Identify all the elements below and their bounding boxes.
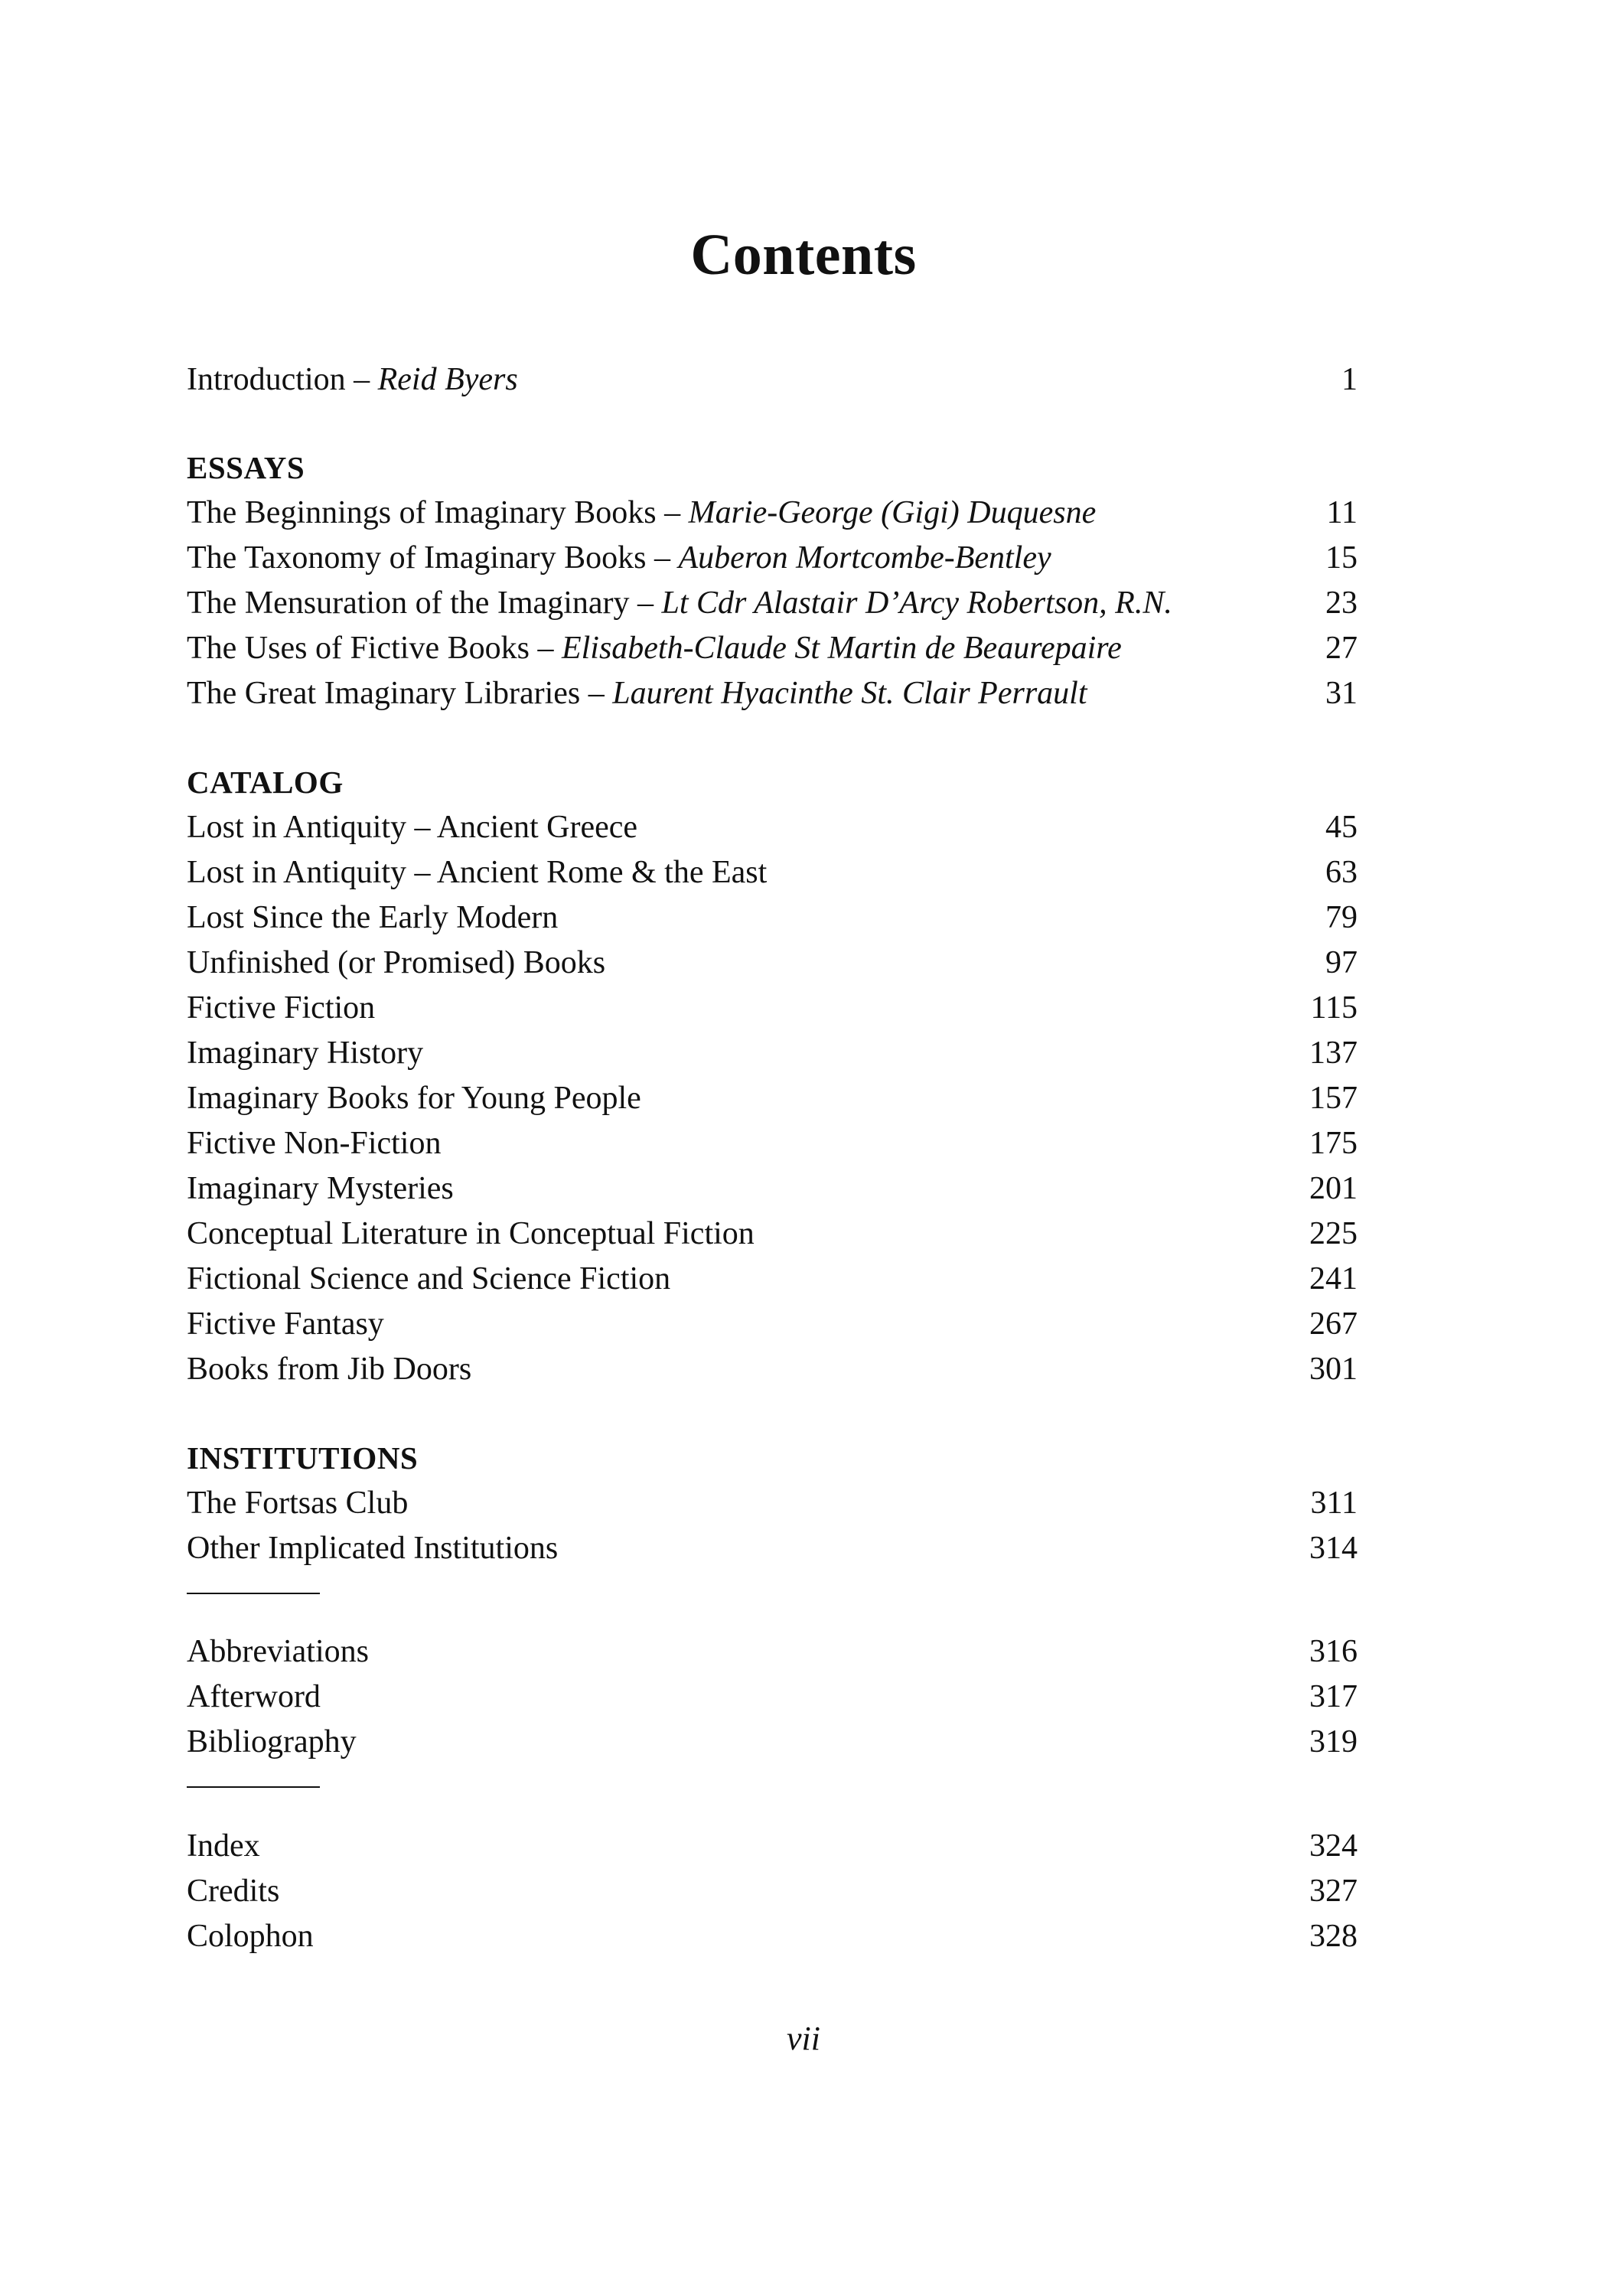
entry-title: Colophon: [187, 1919, 314, 1954]
entry-title: Lost in Antiquity – Ancient Rome & the East: [187, 855, 768, 890]
entry-separator: –: [629, 585, 662, 621]
entry-page-number: 79: [1325, 900, 1358, 935]
entry-title: The Mensuration of the Imaginary: [187, 585, 630, 621]
toc-entry[interactable]: [187, 1526, 1358, 1571]
entry-page-number: 1: [1341, 362, 1358, 397]
entry-title: Conceptual Literature in Conceptual Fiction: [187, 1216, 755, 1251]
entry-page-number: 23: [1325, 585, 1358, 621]
entry-page-number: 328: [1309, 1919, 1358, 1954]
toc-entry[interactable]: [187, 671, 1358, 716]
toc-entry[interactable]: [187, 1257, 1358, 1302]
entry-title: Fictive Non-Fiction: [187, 1126, 442, 1161]
entry-title: Introduction: [187, 362, 346, 397]
entry-separator: –: [529, 631, 562, 666]
entry-separator: –: [345, 362, 378, 397]
entry-page-number: 175: [1309, 1126, 1358, 1161]
entry-title: Bibliography: [187, 1724, 357, 1760]
toc-entry[interactable]: [187, 581, 1358, 626]
entry-label: [187, 491, 1096, 536]
toc-entry[interactable]: [187, 1481, 1358, 1526]
entry-author: Laurent Hyacinthe St. Clair Perrault: [612, 676, 1087, 711]
entry-page-number: 225: [1309, 1216, 1358, 1251]
page-folio: vii: [787, 2020, 820, 2057]
entry-author: Elisabeth-Claude St Martin de Beaurepaire: [561, 631, 1122, 666]
entry-page-number: 201: [1309, 1171, 1358, 1206]
toc-entry[interactable]: [187, 536, 1358, 581]
entry-title: Imaginary History: [187, 1035, 424, 1071]
toc-entry[interactable]: [187, 626, 1358, 671]
entry-label: [187, 671, 1087, 716]
entry-page-number: 324: [1309, 1828, 1358, 1864]
entry-title: The Taxonomy of Imaginary Books: [187, 540, 647, 576]
entry-title: The Uses of Fictive Books: [187, 631, 530, 666]
entry-author: Auberon Mortcombe-Bentley: [678, 540, 1051, 576]
toc-entry[interactable]: [187, 491, 1358, 536]
entry-page-number: 319: [1309, 1724, 1358, 1760]
entry-page-number: 115: [1310, 990, 1358, 1026]
entry-separator: –: [646, 540, 679, 576]
entry-title: Fictive Fantasy: [187, 1306, 384, 1342]
entry-page-number: 97: [1325, 945, 1358, 980]
toc-entry[interactable]: [187, 941, 1358, 986]
toc-entry[interactable]: [187, 1824, 1358, 1869]
entry-page-number: 11: [1326, 495, 1358, 530]
entry-page-number: 31: [1325, 676, 1358, 711]
toc-entry[interactable]: [187, 1720, 1358, 1765]
entry-title: Lost in Antiquity – Ancient Greece: [187, 810, 638, 845]
entry-page-number: 327: [1309, 1874, 1358, 1909]
toc-entry[interactable]: [187, 1076, 1358, 1121]
toc-entry[interactable]: [187, 1629, 1358, 1675]
toc-entry[interactable]: [187, 1347, 1358, 1392]
section-heading-institutions: INSTITUTIONS: [187, 1440, 419, 1476]
entry-author: Marie-George (Gigi) Duquesne: [688, 495, 1097, 530]
entry-label: [187, 536, 1051, 581]
entry-label: [187, 626, 1122, 671]
page-title: Contents: [690, 223, 917, 287]
entry-page-number: 301: [1309, 1352, 1358, 1387]
toc-entry[interactable]: [187, 1302, 1358, 1347]
entry-title: Credits: [187, 1874, 280, 1909]
entry-title: The Beginnings of Imaginary Books: [187, 495, 657, 530]
entry-page-number: 27: [1325, 631, 1358, 666]
entry-page-number: 317: [1309, 1679, 1358, 1714]
entry-title: Fictional Science and Science Fiction: [187, 1261, 671, 1296]
entry-page-number: 157: [1309, 1081, 1358, 1116]
entry-title: The Fortsas Club: [187, 1486, 409, 1521]
entry-title: Books from Jib Doors: [187, 1352, 472, 1387]
toc-entry-introduction[interactable]: [187, 357, 1358, 403]
section-divider-rule: [187, 1786, 320, 1788]
toc-entry[interactable]: [187, 805, 1358, 850]
toc-entry[interactable]: [187, 1675, 1358, 1720]
entry-page-number: 45: [1325, 810, 1358, 845]
entry-author: Reid Byers: [377, 362, 518, 397]
toc-entry[interactable]: [187, 1121, 1358, 1166]
toc-entry[interactable]: [187, 1031, 1358, 1076]
section-heading-essays: ESSAYS: [187, 450, 305, 485]
toc-entry[interactable]: [187, 1212, 1358, 1257]
entry-title: Afterword: [187, 1679, 321, 1714]
entry-separator: –: [580, 676, 613, 711]
entry-title: Abbreviations: [187, 1634, 369, 1669]
entry-author: Lt Cdr Alastair D’Arcy Robertson, R.N.: [661, 585, 1172, 621]
section-heading-catalog: CATALOG: [187, 765, 344, 800]
entry-title: Fictive Fiction: [187, 990, 376, 1026]
entry-page-number: 15: [1325, 540, 1358, 576]
entry-title: Unfinished (or Promised) Books: [187, 945, 606, 980]
entry-label: [187, 581, 1172, 626]
toc-entry[interactable]: [187, 850, 1358, 895]
entry-page-number: 63: [1325, 855, 1358, 890]
toc-entry[interactable]: [187, 1869, 1358, 1914]
entry-label: [187, 357, 518, 403]
entry-title: Lost Since the Early Modern: [187, 900, 559, 935]
entry-page-number: 267: [1309, 1306, 1358, 1342]
entry-title: Index: [187, 1828, 260, 1864]
toc-entry[interactable]: [187, 895, 1358, 941]
entry-page-number: 314: [1309, 1531, 1358, 1566]
section-divider-rule: [187, 1593, 320, 1594]
toc-entry[interactable]: [187, 986, 1358, 1031]
entry-page-number: 241: [1309, 1261, 1358, 1296]
entry-title: Other Implicated Institutions: [187, 1531, 559, 1566]
toc-entry[interactable]: [187, 1166, 1358, 1212]
entry-separator: –: [656, 495, 689, 530]
entry-title: Imaginary Books for Young People: [187, 1081, 641, 1116]
toc-entry[interactable]: [187, 1914, 1358, 1959]
entry-page-number: 311: [1310, 1486, 1358, 1521]
entry-title: Imaginary Mysteries: [187, 1171, 454, 1206]
entry-page-number: 316: [1309, 1634, 1358, 1669]
entry-title: The Great Imaginary Libraries: [187, 676, 581, 711]
entry-page-number: 137: [1309, 1035, 1358, 1071]
